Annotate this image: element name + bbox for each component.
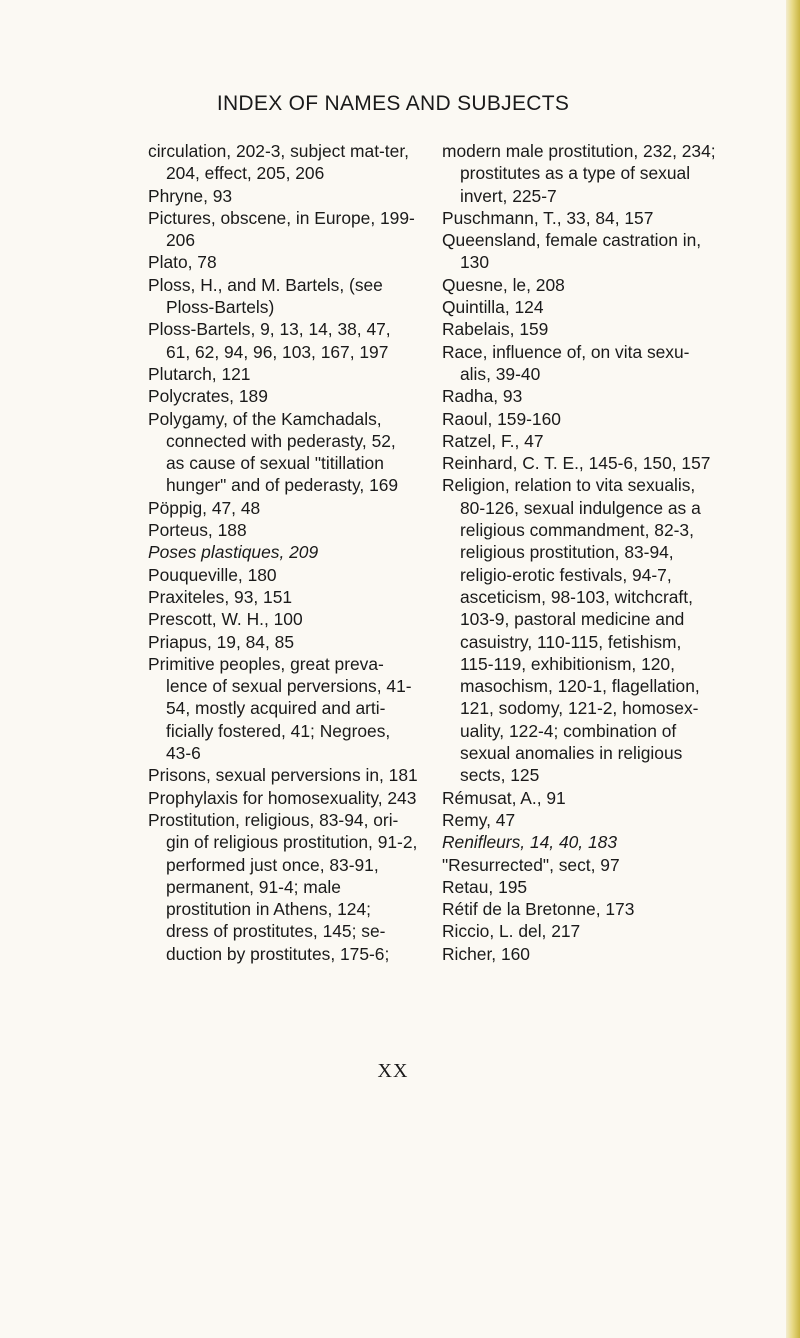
- index-entry: Rétif de la Bretonne, 173: [442, 899, 635, 920]
- index-entry: circulation, 202-3, subject mat-ter, 204, effect, 205, 206: [148, 141, 409, 184]
- index-entry: Pöppig, 47, 48: [148, 497, 261, 518]
- index-entry: Phryne, 93: [148, 185, 233, 206]
- index-entry: Puschmann, T., 33, 84, 157: [442, 207, 654, 228]
- index-entry: Pictures, obscene, in Europe, 199-206: [148, 207, 415, 251]
- left-column: [148, 140, 418, 965]
- index-entry: Riccio, L. del, 217: [442, 921, 581, 942]
- index-entry: Ploss, H., and M. Bartels, (see Ploss-Bartels): [148, 274, 383, 318]
- index-entry: Remy, 47: [442, 809, 516, 830]
- italic-term: Renifleurs, 14, 40, 183: [442, 832, 617, 853]
- index-entry: Prostitution, religious, 83-94, ori-gin of religious prostitution, 91-2, performed just once, 83-91, permanent, 91-4; male prostitution in Athens, 124; dress of prostitutes, 145; se-duction by prostitutes, 175-6;: [148, 809, 418, 964]
- index-entry: Quesne, le, 208: [442, 274, 565, 295]
- page-header: INDEX OF NAMES AND SUBJECTS: [216, 92, 570, 115]
- index-entry: Plutarch, 121: [148, 363, 251, 384]
- right-column: [442, 140, 717, 965]
- index-entry: Rémusat, A., 91: [442, 787, 566, 808]
- page-number: XX: [377, 1060, 409, 1082]
- index-entry: Polycrates, 189: [148, 386, 268, 407]
- index-entry: modern male prostitution, 232, 234; prostitutes as a type of sexual invert, 225-7: [442, 141, 716, 206]
- index-entry: Polygamy, of the Kamchadals, connected with pederasty, 52, as cause of sexual "titillation hunger" and of pederasty, 169: [148, 408, 399, 496]
- index-entry: Praxiteles, 93, 151: [148, 586, 293, 607]
- index-entry: "Resurrected", sect, 97: [442, 854, 620, 875]
- index-entry: Pouqueville, 180: [148, 564, 277, 585]
- index-entry: Race, influence of, on vita sexu-alis, 39-40: [442, 341, 690, 384]
- index-entry: Raoul, 159-160: [442, 408, 561, 429]
- index-entry: Richer, 160: [442, 943, 530, 964]
- index-entry: Religion, relation to vita sexualis, 80-126, sexual indulgence as a religious commandment, 82-3, religious prostitution, 83-94, religio-erotic festivals, 94-7, asceticism, 98-103, witchcraft, 103-9, pastoral medicine and casuistry, 110-115, fetishism, 115-119, exhibitionism, 120, masochism, 120-1, flagellation, 121, sodomy, 121-2, homosex-uality, 122-4; combination of sexual anomalies in religious sects, 125: [442, 475, 701, 786]
- index-entry: Priapus, 19, 84, 85: [148, 631, 294, 652]
- index-entry: Ratzel, F., 47: [442, 430, 544, 451]
- italic-term: Poses plastiques, 209: [148, 542, 319, 563]
- index-entry: Prophylaxis for homosexuality, 243: [148, 787, 417, 808]
- index-entry: Primitive peoples, great preva-lence of sexual perversions, 41-54, mostly acquired and arti-ficially fostered, 41; Negroes, 43-6: [148, 653, 412, 764]
- index-entry: Reinhard, C. T. E., 145-6, 150, 157: [442, 453, 711, 474]
- page-edge: [786, 0, 800, 1338]
- index-entry: Porteus, 188: [148, 520, 247, 541]
- index-entry: Plato, 78: [148, 252, 217, 273]
- index-entry: Retau, 195: [442, 876, 528, 897]
- index-entry: Radha, 93: [442, 386, 523, 407]
- index-entry: [148, 541, 418, 563]
- index-entry: Prescott, W. H., 100: [148, 609, 303, 630]
- index-entry: Ploss-Bartels, 9, 13, 14, 38, 47, 61, 62, 94, 96, 103, 167, 197: [148, 319, 391, 362]
- index-entry: Queensland, female castration in, 130: [442, 230, 702, 273]
- index-entry: Rabelais, 159: [442, 319, 549, 340]
- index-entry: [442, 831, 717, 853]
- index-entry: Prisons, sexual perversions in, 181: [148, 765, 418, 786]
- index-entry: Quintilla, 124: [442, 297, 544, 318]
